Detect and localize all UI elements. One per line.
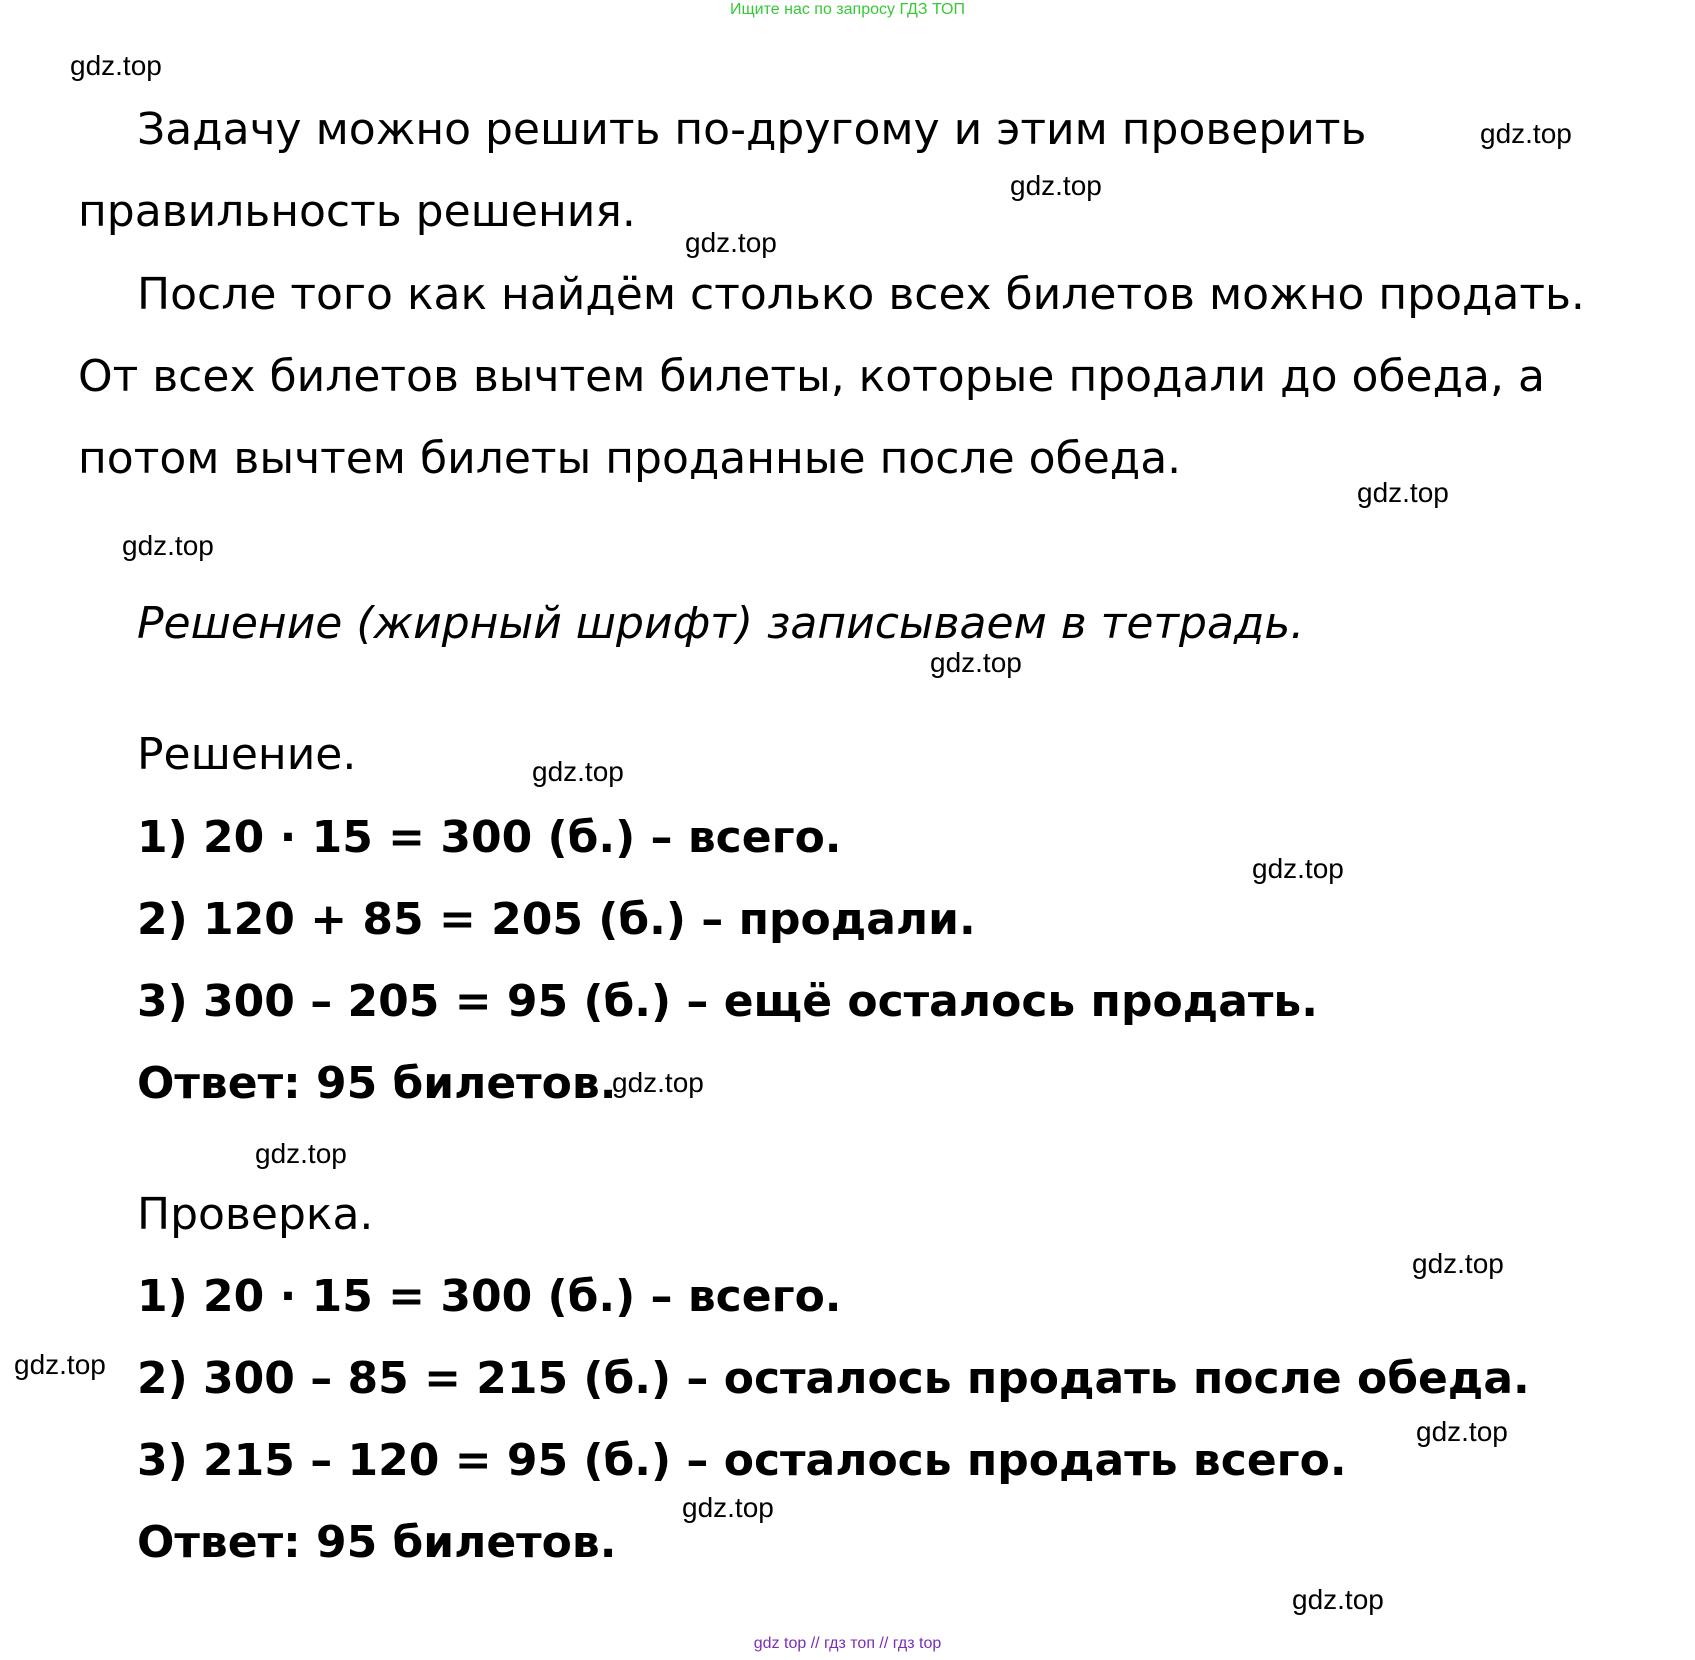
watermark: gdz.top bbox=[1412, 1248, 1504, 1279]
check-answer: Ответ: 95 билетов. bbox=[137, 1517, 617, 1568]
paragraph-2-line-1: После того как найдём столько всех билетов можно продать. bbox=[137, 269, 1585, 320]
solution-heading: Решение. bbox=[137, 729, 357, 780]
solution-answer: Ответ: 95 билетов. bbox=[137, 1058, 617, 1109]
watermark: gdz.top bbox=[122, 530, 214, 561]
watermark: gdz.top bbox=[532, 756, 624, 787]
watermark: gdz.top bbox=[1480, 118, 1572, 149]
watermark: gdz.top bbox=[1292, 1584, 1384, 1615]
watermark: gdz.top bbox=[70, 50, 162, 81]
check-step-1: 1) 20 · 15 = 300 (б.) – всего. bbox=[137, 1271, 842, 1322]
watermark: gdz.top bbox=[1010, 170, 1102, 201]
check-heading: Проверка. bbox=[137, 1189, 374, 1240]
paragraph-2-line-2: От всех билетов вычтем билеты, которые продали до обеда, а bbox=[78, 351, 1545, 402]
notebook-note: Решение (жирный шрифт) записываем в тетрадь. bbox=[137, 598, 1305, 649]
paragraph-1-line-1: Задачу можно решить по-другому и этим проверить bbox=[137, 104, 1367, 155]
watermark: gdz.top bbox=[14, 1349, 106, 1380]
paragraph-1-line-2: правильность решения. bbox=[78, 186, 636, 237]
watermark: gdz.top bbox=[685, 227, 777, 258]
check-step-2: 2) 300 – 85 = 215 (б.) – осталось продать после обеда. bbox=[137, 1353, 1530, 1404]
top-banner: Ищите нас по запросу ГДЗ ТОП bbox=[730, 1, 965, 18]
watermark: gdz.top bbox=[255, 1138, 347, 1169]
footer-links: gdz top // гдз топ // гдз top bbox=[753, 1635, 942, 1652]
watermark: gdz.top bbox=[930, 647, 1022, 678]
solution-step-3: 3) 300 – 205 = 95 (б.) – ещё осталось продать. bbox=[137, 976, 1318, 1027]
watermark: gdz.top bbox=[1416, 1416, 1508, 1447]
solution-step-1: 1) 20 · 15 = 300 (б.) – всего. bbox=[137, 812, 842, 863]
check-step-3: 3) 215 – 120 = 95 (б.) – осталось продать всего. bbox=[137, 1435, 1347, 1486]
solution-step-2: 2) 120 + 85 = 205 (б.) – продали. bbox=[137, 894, 976, 945]
watermark: gdz.top bbox=[1252, 853, 1344, 884]
watermark: gdz.top bbox=[1357, 477, 1449, 508]
paragraph-2-line-3: потом вычтем билеты проданные после обеда. bbox=[78, 433, 1182, 484]
watermark: gdz.top bbox=[612, 1067, 704, 1098]
watermark: gdz.top bbox=[682, 1492, 774, 1523]
